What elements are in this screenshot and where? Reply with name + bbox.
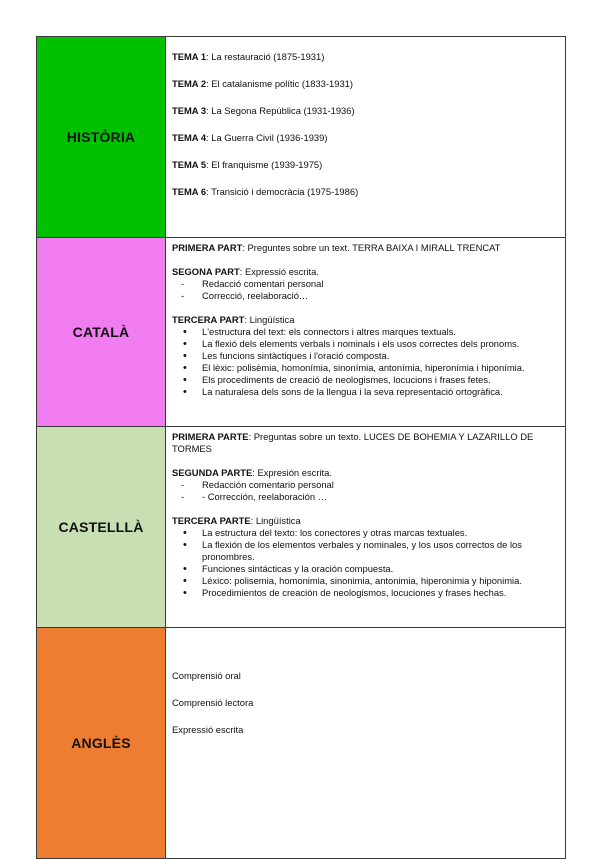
- list-item: Comprensió lectora: [172, 697, 254, 708]
- syllabus-table: [36, 36, 566, 859]
- tema-text: Transició i democràcia (1975-1986): [211, 186, 359, 197]
- row-catala: [37, 238, 566, 427]
- tema-label: TEMA 6: [172, 186, 207, 197]
- row-castella: [37, 427, 566, 628]
- part-2: SEGONA PART: Expressió escrita.: [172, 266, 319, 277]
- row-angles: [37, 628, 566, 859]
- list-item: • Funciones sintácticas y la oración compuesta.: [172, 563, 559, 575]
- part-1: PRIMERA PART: Preguntes sobre un text. TERRA BAIXA I MIRALL TRENCAT: [172, 242, 501, 253]
- angles-content: [166, 628, 566, 859]
- part-text: Lingüística: [255, 515, 301, 526]
- subject-historia: HISTÒRIA: [37, 37, 166, 238]
- tema-label: TEMA 4: [172, 132, 207, 143]
- subject-castella: CASTELLLÀ: [37, 427, 166, 628]
- part-label: TERCERA PARTE: [172, 515, 251, 526]
- tema-text: El franquisme (1939-1975): [211, 159, 323, 170]
- part-2: SEGUNDA PARTE: Expresión escrita.: [172, 467, 332, 478]
- list-item: • La flexió dels elements verbals i nominals i els usos correctes dels pronoms.: [172, 338, 559, 350]
- part-3: TERCERA PARTE: Lingüística: [172, 515, 301, 526]
- tema-item: TEMA 6: Transició i democràcia (1975-1986): [172, 186, 359, 197]
- list-item: • La naturalesa dels sons de la llengua i la seva representació ortogràfica.: [172, 386, 559, 398]
- subject-catala: CATALÀ: [37, 238, 166, 427]
- tema-item: TEMA 1: La restauració (1875-1931): [172, 51, 325, 62]
- part-label: SEGUNDA PARTE: [172, 467, 253, 478]
- part-text: Expresión escrita.: [257, 467, 332, 478]
- part-text: Expressió escrita.: [244, 266, 319, 277]
- list-item: • L'estructura del text: els connectors i altres marques textuals.: [172, 326, 559, 338]
- part-3-list: [172, 326, 559, 398]
- catala-content: [166, 238, 566, 427]
- list-item: • Els procediments de creació de neologismes, locucions i frases fetes.: [172, 374, 559, 386]
- tema-text: La Segona República (1931-1936): [211, 105, 355, 116]
- list-item: • Les funcions sintàctiques i l'oració composta.: [172, 350, 559, 362]
- tema-text: El catalanisme polític (1833-1931): [211, 78, 353, 89]
- part-label: TERCERA PART: [172, 314, 245, 325]
- list-item: Expressió escrita: [172, 724, 244, 735]
- historia-content: [166, 37, 566, 238]
- list-item: • La estructura del texto: los conectores y otras marcas textuales.: [172, 527, 559, 539]
- tema-label: TEMA 1: [172, 51, 207, 62]
- part-text: Preguntas sobre un texto. LUCES DE BOHEMIA Y LAZARILLO DE TORMES: [172, 431, 534, 454]
- part-label: PRIMERA PART: [172, 242, 243, 253]
- tema-label: TEMA 5: [172, 159, 207, 170]
- tema-text: La restauració (1875-1931): [211, 51, 325, 62]
- list-item: • El lèxic: polisèmia, homonímia, sinonímia, antonímia, hiperonímia i hiponímia.: [172, 362, 559, 374]
- part-text: Preguntes sobre un text. TERRA BAIXA I MIRALL TRENCAT: [247, 242, 501, 253]
- list-item: - Redacció comentari personal: [172, 278, 559, 290]
- part-2-list: [172, 479, 559, 503]
- part-2-list: [172, 278, 559, 302]
- list-item: Comprensió oral: [172, 670, 241, 681]
- subject-angles: ANGLÈS: [37, 628, 166, 859]
- tema-item: TEMA 5: El franquisme (1939-1975): [172, 159, 323, 170]
- row-historia: [37, 37, 566, 238]
- tema-item: TEMA 2: El catalanisme polític (1833-1931): [172, 78, 353, 89]
- castella-content: [166, 427, 566, 628]
- part-3-list: [172, 527, 559, 599]
- tema-label: TEMA 2: [172, 78, 207, 89]
- list-item: - Correcció, reelaboració…: [172, 290, 559, 302]
- list-item: - Redacción comentario personal: [172, 479, 559, 491]
- tema-item: TEMA 4: La Guerra Civil (1936-1939): [172, 132, 328, 143]
- list-item: - - Corrección, reelaboración …: [172, 491, 559, 503]
- tema-text: La Guerra Civil (1936-1939): [211, 132, 328, 143]
- part-label: PRIMERA PARTE: [172, 431, 249, 442]
- part-text: Lingüística: [249, 314, 295, 325]
- part-1: PRIMERA PARTE: Preguntas sobre un texto. LUCES DE BOHEMIA Y LAZARILLO DE TORMES: [172, 431, 534, 454]
- part-label: SEGONA PART: [172, 266, 240, 277]
- part-3: TERCERA PART: Lingüística: [172, 314, 295, 325]
- tema-item: TEMA 3: La Segona República (1931-1936): [172, 105, 355, 116]
- list-item: • La flexión de los elementos verbales y nominales, y los usos correctos de los pronombres.: [172, 539, 559, 563]
- tema-label: TEMA 3: [172, 105, 207, 116]
- list-item: • Léxico: polisemia, homonimia, sinonimia, antonimia, hiperonimia y hiponimia.: [172, 575, 559, 587]
- list-item: • Procedimientos de creación de neologismos, locuciones y frases hechas.: [172, 587, 559, 599]
